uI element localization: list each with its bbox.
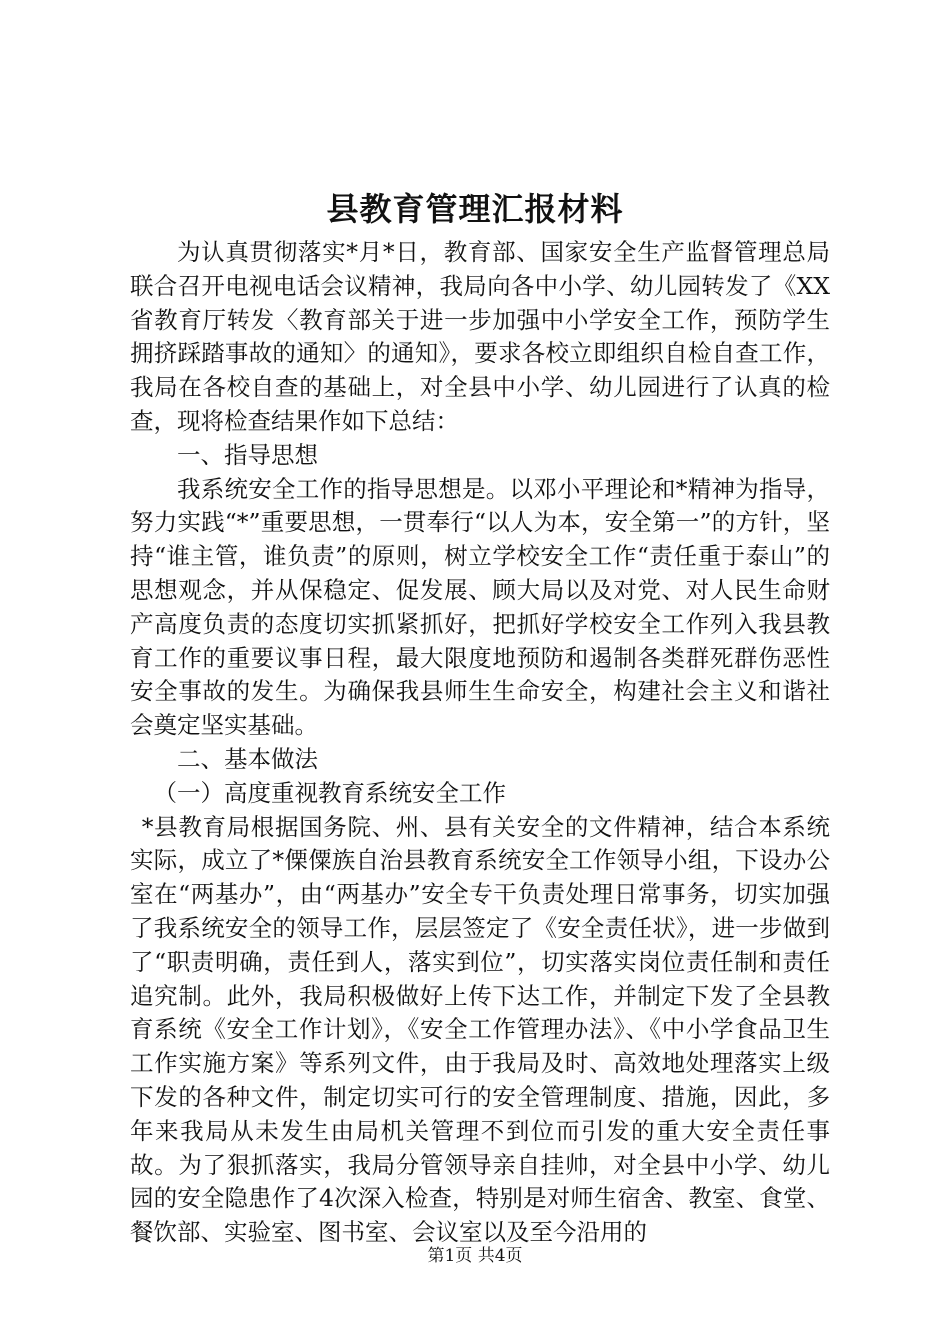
intro-paragraph: 为认真贯彻落实*月*日，教育部、国家安全生产监督管理总局联合召开电视电话会议精神，我局向各中小学、幼儿园转发了《XX省教育厅转发〈教育部关于进一步加强中小学安全工作，预防学生拥挤踩踏事故的通知〉的通知》，要求各校立即组织自检自查工作，我局在各校自查的基础上，对全县中小学、幼儿园进行了认真的检查，现将检查结果作如下总结： bbox=[130, 238, 830, 435]
section-heading-guiding-ideology: 一、指导思想 bbox=[177, 440, 318, 469]
document-title: 县教育管理汇报材料 bbox=[326, 190, 624, 228]
subsection-1-paragraph: *县教育局根据国务院、州、县有关安全的文件精神，结合本系统实际，成立了*傈僳族自治县教育系统安全工作领导小组，下设办公室在“两基办”，由“两基办”安全专干负责处理日常事务，切实加强了我系统安全的领导工作，层层签定了《安全责任状》，进一步做到了“职责明确，责任到人，落实到位”，切实落实岗位责任制和责任追究制。此外，我局积极做好上传下达工作，并制定下发了全县教育系统《安全工作计划》，《安全工作管理办法》、《中小学食品卫生工作实施方案》等系列文件，由于我局及时、高效地处理落实上级下发的各种文件，制定切实可行的安全管理制度、措施，因此，多年来我局从未发生由局机关管理不到位而引发的重大安全责任事故。为了狠抓落实，我局分管领导亲自挂帅，对全县中小学、幼儿园的安全隐患作了4次深入检查，特别是对师生宿舍、教室、食堂、餐饮部、实验室、图书室、会议室以及至今沿用的 bbox=[130, 812, 830, 1247]
section-heading-basic-practices: 二、基本做法 bbox=[177, 744, 318, 773]
page-footer: 第1页 共4页 bbox=[427, 1246, 523, 1266]
guiding-ideology-paragraph: 我系统安全工作的指导思想是。以邓小平理论和*精神为指导，努力实践“*”重要思想，一贯奉行“以人为本，安全第一”的方针，坚持“谁主管，谁负责”的原则，树立学校安全工作“责任重于泰山”的思想观念，并从保稳定、促发展、顾大局以及对党、对人民生命财产高度负责的态度切实抓紧抓好，把抓好学校安全工作列入我县教育工作的重要议事日程，最大限度地预防和遏制各类群死群伤恶性安全事故的发生。为确保我县师生生命安全，构建社会主义和谐社会奠定坚实基础。 bbox=[130, 474, 830, 740]
document-body bbox=[130, 236, 830, 1250]
subsection-heading-1: （一）高度重视教育系统安全工作 bbox=[153, 778, 506, 807]
